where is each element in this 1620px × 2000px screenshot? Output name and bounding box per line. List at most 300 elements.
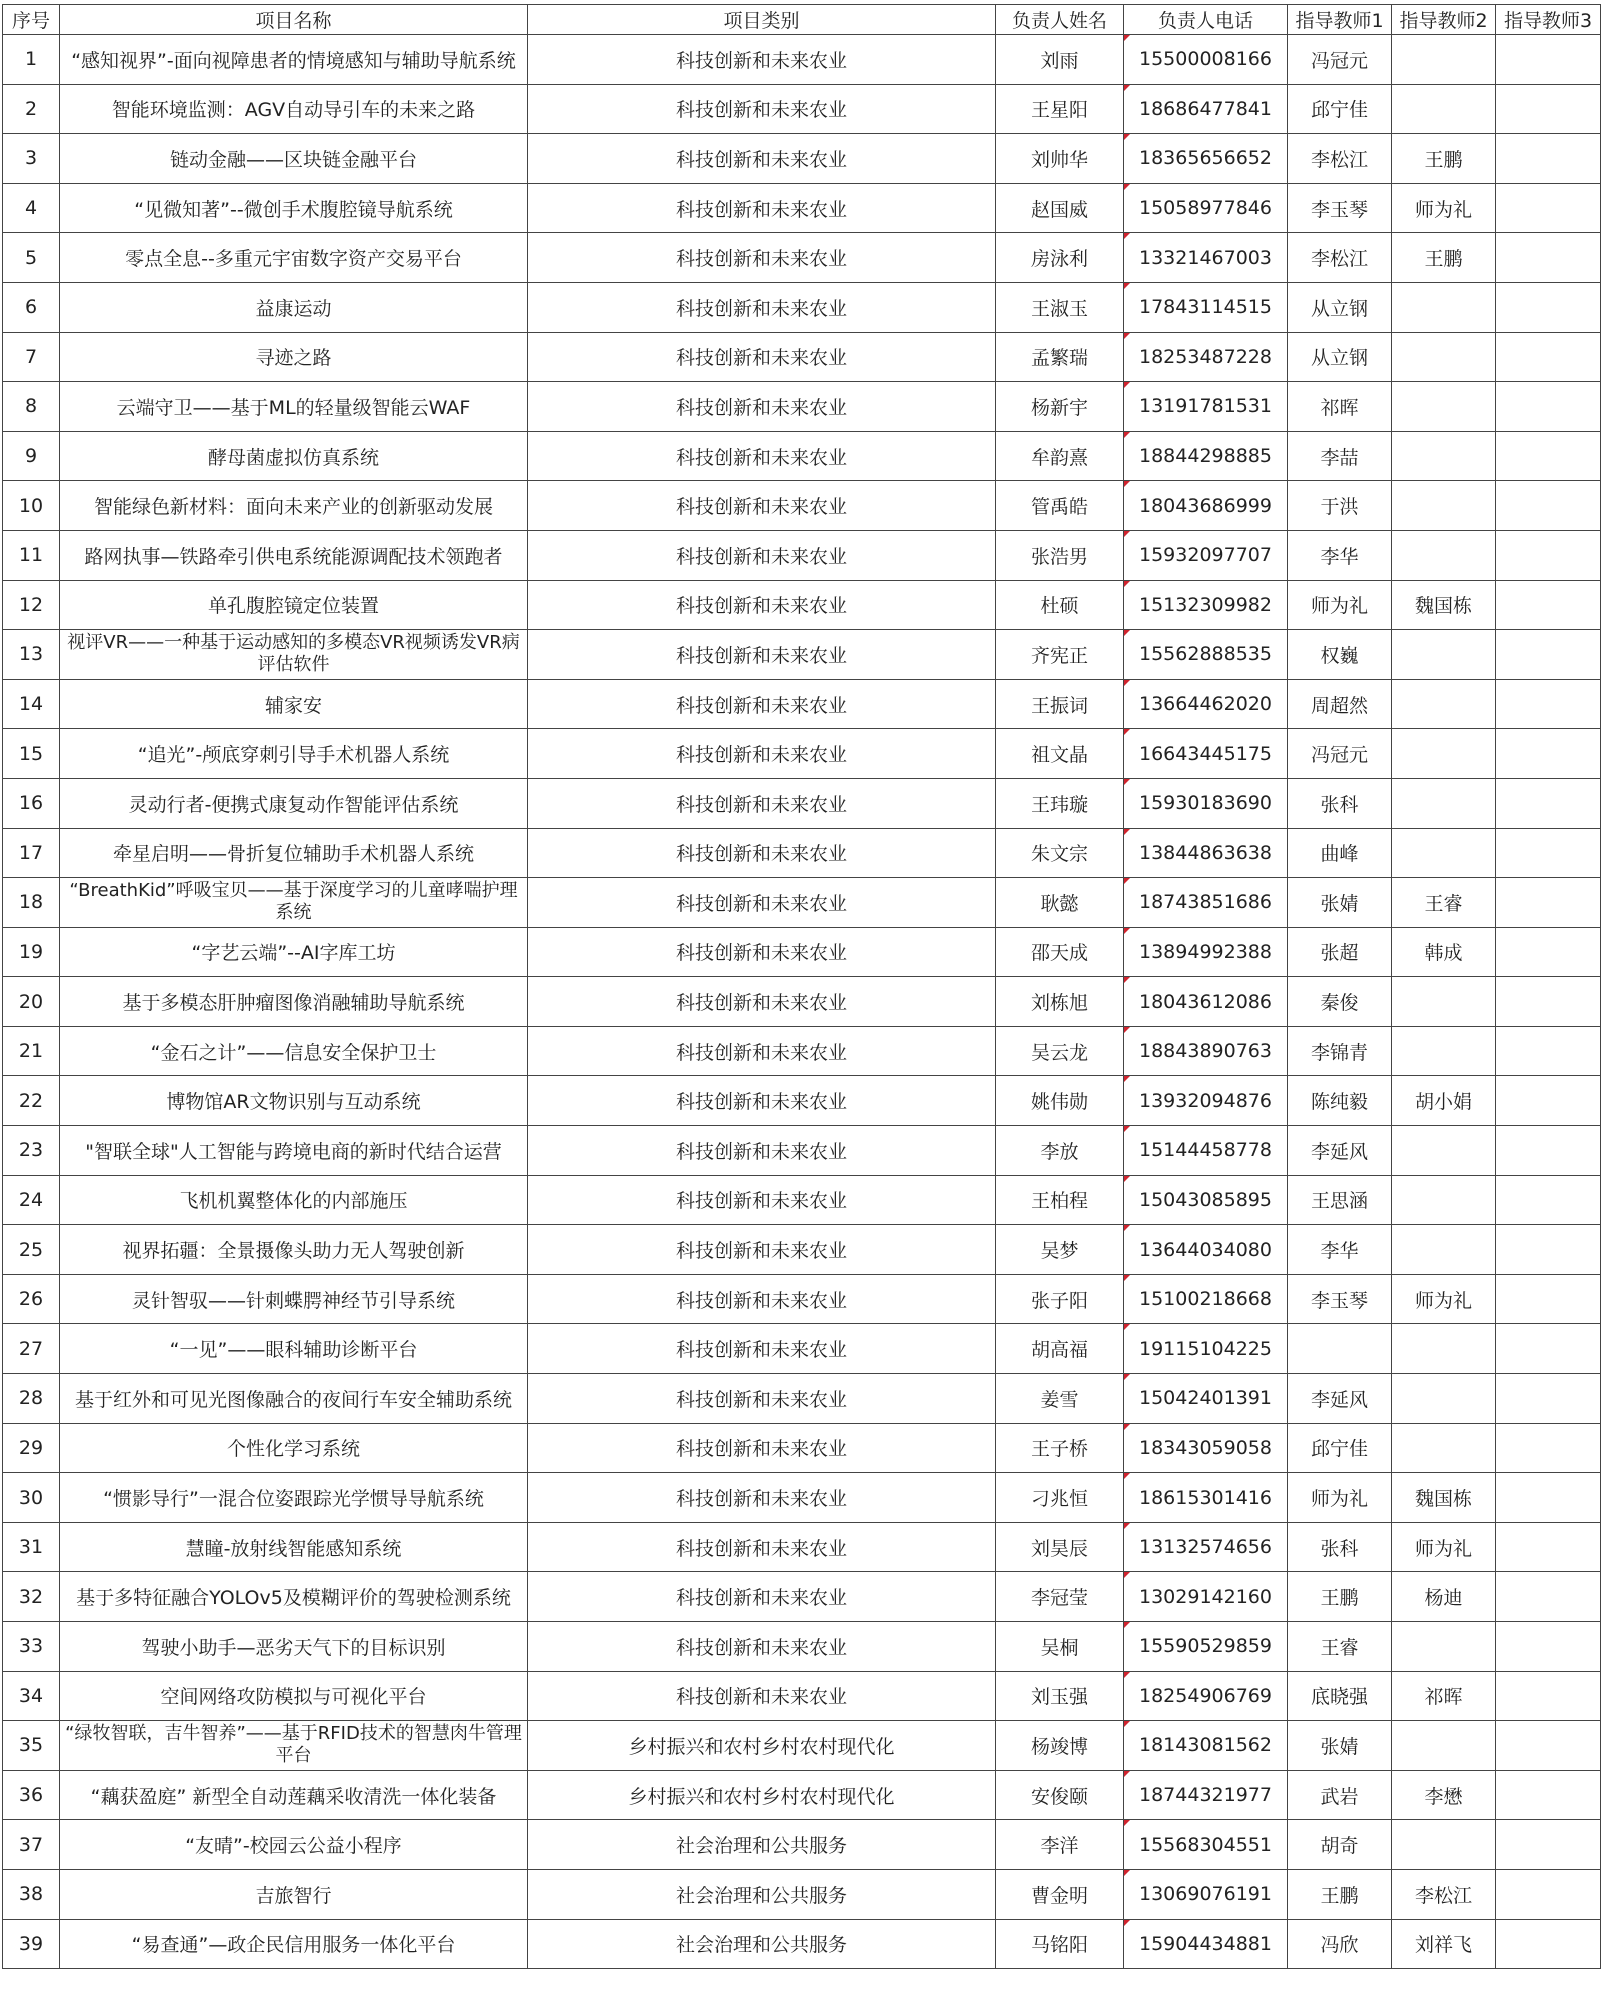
cell-advisor-3 xyxy=(1496,1770,1601,1820)
cell-project-category: 科技创新和未来农业 xyxy=(528,1324,996,1374)
cell-advisor-2: 师为礼 xyxy=(1392,1522,1496,1572)
cell-project-category: 科技创新和未来农业 xyxy=(528,1175,996,1225)
cell-leader-phone: 18143081562 xyxy=(1124,1721,1288,1771)
cell-leader-phone: 13644034080 xyxy=(1124,1225,1288,1275)
cell-leader-name: 姚伟勋 xyxy=(996,1076,1124,1126)
cell-advisor-3 xyxy=(1496,778,1601,828)
cell-advisor-2 xyxy=(1392,828,1496,878)
cell-advisor-3 xyxy=(1496,729,1601,779)
table-row xyxy=(3,382,1601,432)
cell-advisor-1: 张婧 xyxy=(1288,1721,1392,1771)
cell-leader-phone: 15930183690 xyxy=(1124,778,1288,828)
table-row xyxy=(3,1919,1601,1969)
cell-project-category: 科技创新和未来农业 xyxy=(528,233,996,283)
col-header-project-name: 项目名称 xyxy=(60,5,528,35)
cell-advisor-1: 李玉琴 xyxy=(1288,183,1392,233)
cell-leader-name: 耿懿 xyxy=(996,878,1124,928)
cell-project-name: 飞机机翼整体化的内部施压 xyxy=(60,1175,528,1225)
cell-advisor-2 xyxy=(1392,431,1496,481)
table-row xyxy=(3,977,1601,1027)
cell-advisor-2: 王鹏 xyxy=(1392,233,1496,283)
cell-advisor-1: 师为礼 xyxy=(1288,580,1392,630)
table-row xyxy=(3,1820,1601,1870)
cell-leader-name: 邵天成 xyxy=(996,927,1124,977)
cell-leader-name: 马铭阳 xyxy=(996,1919,1124,1969)
cell-project-category: 社会治理和公共服务 xyxy=(528,1869,996,1919)
cell-advisor-2: 魏国栋 xyxy=(1392,1473,1496,1523)
cell-project-name: “金石之计”——信息安全保护卫士 xyxy=(60,1026,528,1076)
cell-advisor-3 xyxy=(1496,1919,1601,1969)
cell-leader-name: 吴梦 xyxy=(996,1225,1124,1275)
cell-advisor-2: 胡小娟 xyxy=(1392,1076,1496,1126)
cell-project-category: 科技创新和未来农业 xyxy=(528,332,996,382)
cell-project-name: 吉旅智行 xyxy=(60,1869,528,1919)
cell-advisor-3 xyxy=(1496,431,1601,481)
cell-leader-phone: 18043686999 xyxy=(1124,481,1288,531)
cell-leader-name: 吴云龙 xyxy=(996,1026,1124,1076)
cell-leader-name: 吴桐 xyxy=(996,1622,1124,1672)
cell-project-category: 科技创新和未来农业 xyxy=(528,1423,996,1473)
cell-index: 2 xyxy=(3,84,60,134)
cell-advisor-2 xyxy=(1392,1175,1496,1225)
cell-advisor-3 xyxy=(1496,878,1601,928)
cell-leader-phone: 15132309982 xyxy=(1124,580,1288,630)
cell-advisor-2 xyxy=(1392,35,1496,85)
cell-project-name: 寻迹之路 xyxy=(60,332,528,382)
cell-advisor-3 xyxy=(1496,1175,1601,1225)
cell-index: 22 xyxy=(3,1076,60,1126)
cell-project-name: 驾驶小助手—恶劣天气下的目标识别 xyxy=(60,1622,528,1672)
cell-leader-name: 刘帅华 xyxy=(996,134,1124,184)
col-header-advisor-2: 指导教师2 xyxy=(1392,5,1496,35)
cell-project-name: 辅家安 xyxy=(60,679,528,729)
cell-project-category: 乡村振兴和农村乡村农村现代化 xyxy=(528,1770,996,1820)
cell-advisor-3 xyxy=(1496,1721,1601,1771)
cell-advisor-1: 周超然 xyxy=(1288,679,1392,729)
cell-advisor-2 xyxy=(1392,1423,1496,1473)
table-row xyxy=(3,84,1601,134)
cell-project-category: 社会治理和公共服务 xyxy=(528,1820,996,1870)
cell-advisor-1: 武岩 xyxy=(1288,1770,1392,1820)
cell-index: 29 xyxy=(3,1423,60,1473)
col-header-index: 序号 xyxy=(3,5,60,35)
table-row xyxy=(3,1374,1601,1424)
cell-project-category: 科技创新和未来农业 xyxy=(528,1374,996,1424)
cell-advisor-3 xyxy=(1496,580,1601,630)
cell-advisor-1: 李松江 xyxy=(1288,134,1392,184)
cell-advisor-2 xyxy=(1392,729,1496,779)
cell-advisor-2: 师为礼 xyxy=(1392,1274,1496,1324)
cell-advisor-2 xyxy=(1392,679,1496,729)
cell-leader-name: 姜雪 xyxy=(996,1374,1124,1424)
cell-advisor-3 xyxy=(1496,1473,1601,1523)
cell-project-category: 科技创新和未来农业 xyxy=(528,481,996,531)
cell-index: 12 xyxy=(3,580,60,630)
cell-project-name: 基于红外和可见光图像融合的夜间行车安全辅助系统 xyxy=(60,1374,528,1424)
cell-project-category: 科技创新和未来农业 xyxy=(528,729,996,779)
cell-advisor-3 xyxy=(1496,1324,1601,1374)
table-row xyxy=(3,778,1601,828)
cell-index: 24 xyxy=(3,1175,60,1225)
cell-advisor-1: 张科 xyxy=(1288,1522,1392,1572)
cell-leader-name: 张子阳 xyxy=(996,1274,1124,1324)
cell-advisor-1: 冯冠元 xyxy=(1288,729,1392,779)
cell-leader-phone: 15144458778 xyxy=(1124,1126,1288,1176)
table-row xyxy=(3,580,1601,630)
cell-leader-name: 安俊颐 xyxy=(996,1770,1124,1820)
cell-project-category: 科技创新和未来农业 xyxy=(528,1225,996,1275)
cell-project-category: 科技创新和未来农业 xyxy=(528,1473,996,1523)
cell-project-category: 科技创新和未来农业 xyxy=(528,580,996,630)
cell-index: 6 xyxy=(3,282,60,332)
cell-project-name: 灵动行者-便携式康复动作智能评估系统 xyxy=(60,778,528,828)
cell-leader-name: 王淑玉 xyxy=(996,282,1124,332)
cell-advisor-3 xyxy=(1496,481,1601,531)
table-row xyxy=(3,1175,1601,1225)
cell-leader-phone: 18843890763 xyxy=(1124,1026,1288,1076)
cell-advisor-2: 杨迪 xyxy=(1392,1572,1496,1622)
cell-advisor-3 xyxy=(1496,1869,1601,1919)
cell-advisor-1: 王鹏 xyxy=(1288,1869,1392,1919)
table-row xyxy=(3,35,1601,85)
cell-index: 23 xyxy=(3,1126,60,1176)
cell-leader-name: 胡高福 xyxy=(996,1324,1124,1374)
cell-project-name: 智能绿色新材料：面向未来产业的创新驱动发展 xyxy=(60,481,528,531)
cell-leader-phone: 15562888535 xyxy=(1124,630,1288,680)
cell-leader-phone: 13069076191 xyxy=(1124,1869,1288,1919)
cell-advisor-3 xyxy=(1496,1126,1601,1176)
cell-project-category: 科技创新和未来农业 xyxy=(528,431,996,481)
cell-advisor-2: 魏国栋 xyxy=(1392,580,1496,630)
cell-advisor-3 xyxy=(1496,1374,1601,1424)
cell-leader-name: 王星阳 xyxy=(996,84,1124,134)
table-row xyxy=(3,1076,1601,1126)
table-row xyxy=(3,530,1601,580)
table-row xyxy=(3,1572,1601,1622)
cell-leader-phone: 13844863638 xyxy=(1124,828,1288,878)
cell-index: 3 xyxy=(3,134,60,184)
cell-leader-name: 刘栋旭 xyxy=(996,977,1124,1027)
cell-project-category: 科技创新和未来农业 xyxy=(528,828,996,878)
cell-advisor-2 xyxy=(1392,1721,1496,1771)
cell-advisor-3 xyxy=(1496,1671,1601,1721)
cell-advisor-1: 于洪 xyxy=(1288,481,1392,531)
cell-leader-phone: 15058977846 xyxy=(1124,183,1288,233)
cell-leader-name: 张浩男 xyxy=(996,530,1124,580)
cell-leader-name: 李洋 xyxy=(996,1820,1124,1870)
cell-leader-phone: 18844298885 xyxy=(1124,431,1288,481)
project-table xyxy=(2,4,1601,1969)
cell-leader-phone: 13664462020 xyxy=(1124,679,1288,729)
cell-advisor-1: 胡奇 xyxy=(1288,1820,1392,1870)
cell-advisor-1: 王睿 xyxy=(1288,1622,1392,1672)
col-header-leader-phone: 负责人电话 xyxy=(1124,5,1288,35)
table-header-row xyxy=(3,5,1601,35)
cell-leader-phone: 15500008166 xyxy=(1124,35,1288,85)
cell-leader-name: 王玮璇 xyxy=(996,778,1124,828)
cell-index: 32 xyxy=(3,1572,60,1622)
table-row xyxy=(3,1721,1601,1771)
cell-project-name: 视界拓疆：全景摄像头助力无人驾驶创新 xyxy=(60,1225,528,1275)
cell-leader-name: 刁兆恒 xyxy=(996,1473,1124,1523)
table-row xyxy=(3,134,1601,184)
cell-advisor-1: 张婧 xyxy=(1288,878,1392,928)
cell-leader-name: 祖文晶 xyxy=(996,729,1124,779)
cell-project-name: “惯影导行”一混合位姿跟踪光学惯导导航系统 xyxy=(60,1473,528,1523)
table-row xyxy=(3,1622,1601,1672)
cell-advisor-2 xyxy=(1392,481,1496,531)
cell-leader-phone: 15042401391 xyxy=(1124,1374,1288,1424)
cell-advisor-2 xyxy=(1392,84,1496,134)
cell-advisor-2 xyxy=(1392,1820,1496,1870)
cell-project-category: 科技创新和未来农业 xyxy=(528,778,996,828)
table-row xyxy=(3,878,1601,928)
cell-advisor-3 xyxy=(1496,233,1601,283)
cell-project-category: 科技创新和未来农业 xyxy=(528,530,996,580)
table-row xyxy=(3,1423,1601,1473)
cell-advisor-3 xyxy=(1496,134,1601,184)
cell-leader-name: 刘昊辰 xyxy=(996,1522,1124,1572)
cell-advisor-3 xyxy=(1496,530,1601,580)
cell-advisor-1: 从立钢 xyxy=(1288,282,1392,332)
cell-advisor-2 xyxy=(1392,1324,1496,1374)
cell-leader-phone: 18365656652 xyxy=(1124,134,1288,184)
cell-leader-phone: 15043085895 xyxy=(1124,1175,1288,1225)
cell-advisor-1 xyxy=(1288,1324,1392,1374)
cell-project-name: “感知视界”-面向视障患者的情境感知与辅助导航系统 xyxy=(60,35,528,85)
cell-advisor-2: 师为礼 xyxy=(1392,183,1496,233)
table-row xyxy=(3,282,1601,332)
cell-index: 25 xyxy=(3,1225,60,1275)
cell-leader-phone: 18343059058 xyxy=(1124,1423,1288,1473)
cell-advisor-2 xyxy=(1392,1026,1496,1076)
cell-index: 14 xyxy=(3,679,60,729)
cell-project-category: 科技创新和未来农业 xyxy=(528,1671,996,1721)
table-row xyxy=(3,1770,1601,1820)
cell-advisor-3 xyxy=(1496,828,1601,878)
cell-leader-phone: 19115104225 xyxy=(1124,1324,1288,1374)
cell-project-category: 科技创新和未来农业 xyxy=(528,1126,996,1176)
cell-project-name: 云端守卫——基于ML的轻量级智能云WAF xyxy=(60,382,528,432)
cell-advisor-1: 底晓强 xyxy=(1288,1671,1392,1721)
cell-project-category: 科技创新和未来农业 xyxy=(528,1274,996,1324)
cell-advisor-2: 李懋 xyxy=(1392,1770,1496,1820)
cell-project-name: “友晴”-校园云公益小程序 xyxy=(60,1820,528,1870)
cell-advisor-3 xyxy=(1496,1820,1601,1870)
cell-leader-name: 牟韵熹 xyxy=(996,431,1124,481)
cell-leader-name: 赵国威 xyxy=(996,183,1124,233)
cell-leader-phone: 18254906769 xyxy=(1124,1671,1288,1721)
cell-leader-phone: 13132574656 xyxy=(1124,1522,1288,1572)
table-row xyxy=(3,1869,1601,1919)
cell-index: 7 xyxy=(3,332,60,382)
cell-leader-phone: 13932094876 xyxy=(1124,1076,1288,1126)
cell-leader-name: 李放 xyxy=(996,1126,1124,1176)
cell-project-category: 科技创新和未来农业 xyxy=(528,679,996,729)
cell-leader-name: 房泳利 xyxy=(996,233,1124,283)
cell-advisor-2 xyxy=(1392,282,1496,332)
cell-project-category: 科技创新和未来农业 xyxy=(528,35,996,85)
cell-leader-name: 杨新宇 xyxy=(996,382,1124,432)
cell-advisor-1: 张科 xyxy=(1288,778,1392,828)
cell-project-name: “追光”-颅底穿刺引导手术机器人系统 xyxy=(60,729,528,779)
cell-project-name: 链动金融——区块链金融平台 xyxy=(60,134,528,184)
cell-leader-phone: 18686477841 xyxy=(1124,84,1288,134)
cell-leader-phone: 13191781531 xyxy=(1124,382,1288,432)
cell-advisor-3 xyxy=(1496,977,1601,1027)
cell-advisor-3 xyxy=(1496,382,1601,432)
cell-advisor-1: 曲峰 xyxy=(1288,828,1392,878)
cell-leader-name: 王振词 xyxy=(996,679,1124,729)
cell-project-name: “一见”——眼科辅助诊断平台 xyxy=(60,1324,528,1374)
cell-advisor-3 xyxy=(1496,1572,1601,1622)
cell-project-name: 视评VR——一种基于运动感知的多模态VR视频诱发VR病评估软件 xyxy=(60,630,528,680)
cell-advisor-3 xyxy=(1496,630,1601,680)
cell-project-category: 科技创新和未来农业 xyxy=(528,1026,996,1076)
cell-index: 21 xyxy=(3,1026,60,1076)
table-body xyxy=(3,35,1601,1969)
cell-index: 36 xyxy=(3,1770,60,1820)
cell-project-name: 博物馆AR文物识别与互动系统 xyxy=(60,1076,528,1126)
cell-project-name: “见微知著”--微创手术腹腔镜导航系统 xyxy=(60,183,528,233)
cell-advisor-1: 李延风 xyxy=(1288,1374,1392,1424)
cell-advisor-1: 冯欣 xyxy=(1288,1919,1392,1969)
cell-leader-name: 孟繁瑞 xyxy=(996,332,1124,382)
table-row xyxy=(3,927,1601,977)
table-row xyxy=(3,1225,1601,1275)
cell-leader-phone: 18043612086 xyxy=(1124,977,1288,1027)
cell-advisor-2: 韩成 xyxy=(1392,927,1496,977)
cell-index: 33 xyxy=(3,1622,60,1672)
cell-leader-phone: 13029142160 xyxy=(1124,1572,1288,1622)
cell-advisor-3 xyxy=(1496,1225,1601,1275)
cell-advisor-1: 李喆 xyxy=(1288,431,1392,481)
table-row xyxy=(3,630,1601,680)
cell-project-category: 科技创新和未来农业 xyxy=(528,282,996,332)
cell-project-name: “藕获盈庭” 新型全自动莲藕采收清洗一体化装备 xyxy=(60,1770,528,1820)
cell-index: 13 xyxy=(3,630,60,680)
table-row xyxy=(3,431,1601,481)
cell-project-name: “易查通”—政企民信用服务一体化平台 xyxy=(60,1919,528,1969)
cell-advisor-1: 从立钢 xyxy=(1288,332,1392,382)
cell-index: 28 xyxy=(3,1374,60,1424)
cell-leader-phone: 15100218668 xyxy=(1124,1274,1288,1324)
cell-project-category: 科技创新和未来农业 xyxy=(528,134,996,184)
cell-leader-name: 杜硕 xyxy=(996,580,1124,630)
cell-index: 20 xyxy=(3,977,60,1027)
cell-project-name: 个性化学习系统 xyxy=(60,1423,528,1473)
table-row xyxy=(3,1126,1601,1176)
cell-advisor-3 xyxy=(1496,1076,1601,1126)
cell-leader-phone: 18615301416 xyxy=(1124,1473,1288,1523)
cell-index: 38 xyxy=(3,1869,60,1919)
cell-advisor-2 xyxy=(1392,382,1496,432)
cell-leader-name: 齐宪正 xyxy=(996,630,1124,680)
cell-index: 15 xyxy=(3,729,60,779)
cell-advisor-2 xyxy=(1392,530,1496,580)
cell-index: 9 xyxy=(3,431,60,481)
cell-project-category: 科技创新和未来农业 xyxy=(528,183,996,233)
cell-index: 10 xyxy=(3,481,60,531)
cell-advisor-2: 刘祥飞 xyxy=(1392,1919,1496,1969)
table-row xyxy=(3,183,1601,233)
table-row xyxy=(3,233,1601,283)
cell-advisor-2: 李松江 xyxy=(1392,1869,1496,1919)
cell-advisor-3 xyxy=(1496,1622,1601,1672)
cell-index: 18 xyxy=(3,878,60,928)
cell-project-name: 零点全息--多重元宇宙数字资产交易平台 xyxy=(60,233,528,283)
cell-advisor-1: 邱宁佳 xyxy=(1288,1423,1392,1473)
cell-project-name: 基于多特征融合YOLOv5及模糊评价的驾驶检测系统 xyxy=(60,1572,528,1622)
table-row xyxy=(3,1522,1601,1572)
cell-advisor-2 xyxy=(1392,332,1496,382)
cell-advisor-2: 王睿 xyxy=(1392,878,1496,928)
cell-leader-phone: 15932097707 xyxy=(1124,530,1288,580)
table-row xyxy=(3,1274,1601,1324)
cell-leader-name: 朱文宗 xyxy=(996,828,1124,878)
cell-project-name: 灵针智驭——针刺蝶腭神经节引导系统 xyxy=(60,1274,528,1324)
cell-project-category: 科技创新和未来农业 xyxy=(528,1522,996,1572)
cell-leader-phone: 18253487228 xyxy=(1124,332,1288,382)
cell-advisor-2: 祁晖 xyxy=(1392,1671,1496,1721)
cell-advisor-1: 李锦青 xyxy=(1288,1026,1392,1076)
cell-project-category: 科技创新和未来农业 xyxy=(528,1076,996,1126)
cell-advisor-2 xyxy=(1392,1225,1496,1275)
cell-index: 27 xyxy=(3,1324,60,1374)
cell-advisor-3 xyxy=(1496,282,1601,332)
cell-advisor-3 xyxy=(1496,1026,1601,1076)
cell-advisor-2 xyxy=(1392,1622,1496,1672)
cell-advisor-1: 李玉琴 xyxy=(1288,1274,1392,1324)
cell-advisor-3 xyxy=(1496,1522,1601,1572)
cell-project-name: 牵星启明——骨折复位辅助手术机器人系统 xyxy=(60,828,528,878)
cell-project-name: “字艺云端”--AI字库工坊 xyxy=(60,927,528,977)
cell-leader-phone: 16643445175 xyxy=(1124,729,1288,779)
cell-index: 35 xyxy=(3,1721,60,1771)
cell-advisor-1: 王思涵 xyxy=(1288,1175,1392,1225)
cell-advisor-2 xyxy=(1392,778,1496,828)
cell-advisor-1: 李华 xyxy=(1288,1225,1392,1275)
table-row xyxy=(3,1473,1601,1523)
cell-index: 30 xyxy=(3,1473,60,1523)
table-row xyxy=(3,1671,1601,1721)
table-row xyxy=(3,481,1601,531)
cell-advisor-1: 邱宁佳 xyxy=(1288,84,1392,134)
cell-leader-name: 管禹皓 xyxy=(996,481,1124,531)
cell-advisor-3 xyxy=(1496,679,1601,729)
cell-project-category: 科技创新和未来农业 xyxy=(528,927,996,977)
cell-advisor-3 xyxy=(1496,927,1601,977)
cell-index: 34 xyxy=(3,1671,60,1721)
cell-leader-name: 杨竣博 xyxy=(996,1721,1124,1771)
table-row xyxy=(3,1324,1601,1374)
cell-advisor-3 xyxy=(1496,183,1601,233)
table-row xyxy=(3,1026,1601,1076)
cell-leader-phone: 15568304551 xyxy=(1124,1820,1288,1870)
cell-index: 1 xyxy=(3,35,60,85)
cell-advisor-1: 李松江 xyxy=(1288,233,1392,283)
cell-leader-name: 刘雨 xyxy=(996,35,1124,85)
cell-advisor-1: 师为礼 xyxy=(1288,1473,1392,1523)
cell-advisor-1: 冯冠元 xyxy=(1288,35,1392,85)
cell-advisor-3 xyxy=(1496,1423,1601,1473)
cell-index: 17 xyxy=(3,828,60,878)
cell-leader-name: 曹金明 xyxy=(996,1869,1124,1919)
cell-leader-phone: 18743851686 xyxy=(1124,878,1288,928)
cell-index: 19 xyxy=(3,927,60,977)
cell-project-category: 社会治理和公共服务 xyxy=(528,1919,996,1969)
cell-index: 4 xyxy=(3,183,60,233)
